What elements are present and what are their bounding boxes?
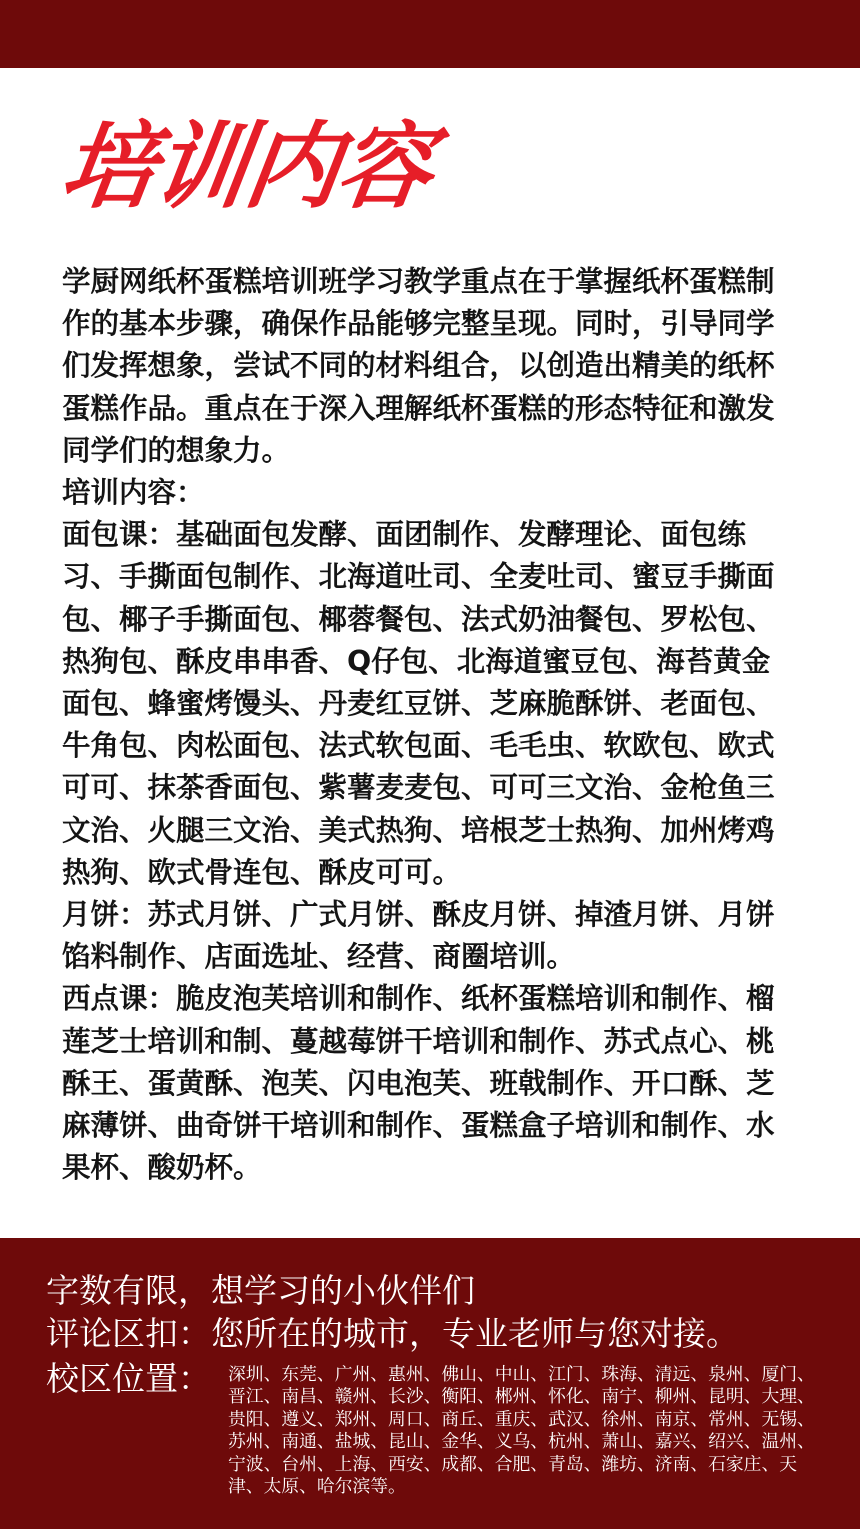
promo-panel [0,1238,860,1529]
course-description [62,261,782,1189]
bread-course-paragraph: 面包课：基础面包发酵、面团制作、发酵理论、面包练习、手撕面包制作、北海道吐司、全麦吐司、蜜豆手撕面包、椰子手撕面包、椰蓉餐包、法式奶油餐包、罗松包、热狗包、酥皮串串香、Q仔包、北海道蜜豆包、海苔黄金面包、蜂蜜烤馒头、丹麦红豆饼、芝麻脆酥饼、老面包、牛角包、肉松面包、法式软包面、毛毛虫、软欧包、欧式可可、抹茶香面包、紫薯麦麦包、可可三文治、金枪鱼三文治、火腿三文治、美式热狗、培根芝士热狗、加州烤鸡热狗、欧式骨连包、酥皮可可。 [62,518,775,889]
western-pastry-course-paragraph: 西点课：脆皮泡芙培训和制作、纸杯蛋糕培训和制作、榴莲芝士培训和制、蔓越莓饼干培训和制作、苏式点心、桃酥王、蛋黄酥、泡芙、闪电泡芙、班戟制作、开口酥、芝麻薄饼、曲奇饼干培训和制作、蛋糕盒子培训和制作、水果杯、酸奶杯。 [62,982,775,1185]
section-heading: 培训内容： [62,476,205,510]
campus-list: 深圳、东莞、广州、惠州、佛山、中山、江门、珠海、清远、泉州、厦门、晋江、南昌、赣州、长沙、衡阳、郴州、怀化、南宁、柳州、昆明、大理、贵阳、遵义、郑州、周口、商丘、重庆、武汉、徐州、南京、常州、无锡、苏州、南通、盐城、昆山、金华、义乌、杭州、萧山、嘉兴、绍兴、温州、宁波、台州、上海、西安、成都、合肥、青岛、潍坊、济南、石家庄、天津、太原、哈尔滨等。 [228,1364,815,1498]
intro-paragraph: 学厨网纸杯蛋糕培训班学习教学重点在于掌握纸杯蛋糕制作的基本步骤，确保作品能够完整呈现。同时，引导同学们发挥想象，尝试不同的材料组合，以创造出精美的纸杯蛋糕作品。重点在于深入理解纸杯蛋糕的形态特征和激发同学们的想象力。 [62,265,775,467]
promo-line-1: 字数有限，想学习的小伙伴们 [46,1271,475,1310]
top-banner [0,0,860,68]
promo-line-2: 评论区扣：您所在的城市，专业老师与您对接。 [46,1314,739,1353]
campus-label: 校区位置： [46,1359,211,1398]
mooncake-course-paragraph: 月饼：苏式月饼、广式月饼、酥皮月饼、掉渣月饼、月饼馅料制作、店面选址、经营、商圈培训。 [62,898,775,974]
page-title: 培训内容 [54,113,438,222]
